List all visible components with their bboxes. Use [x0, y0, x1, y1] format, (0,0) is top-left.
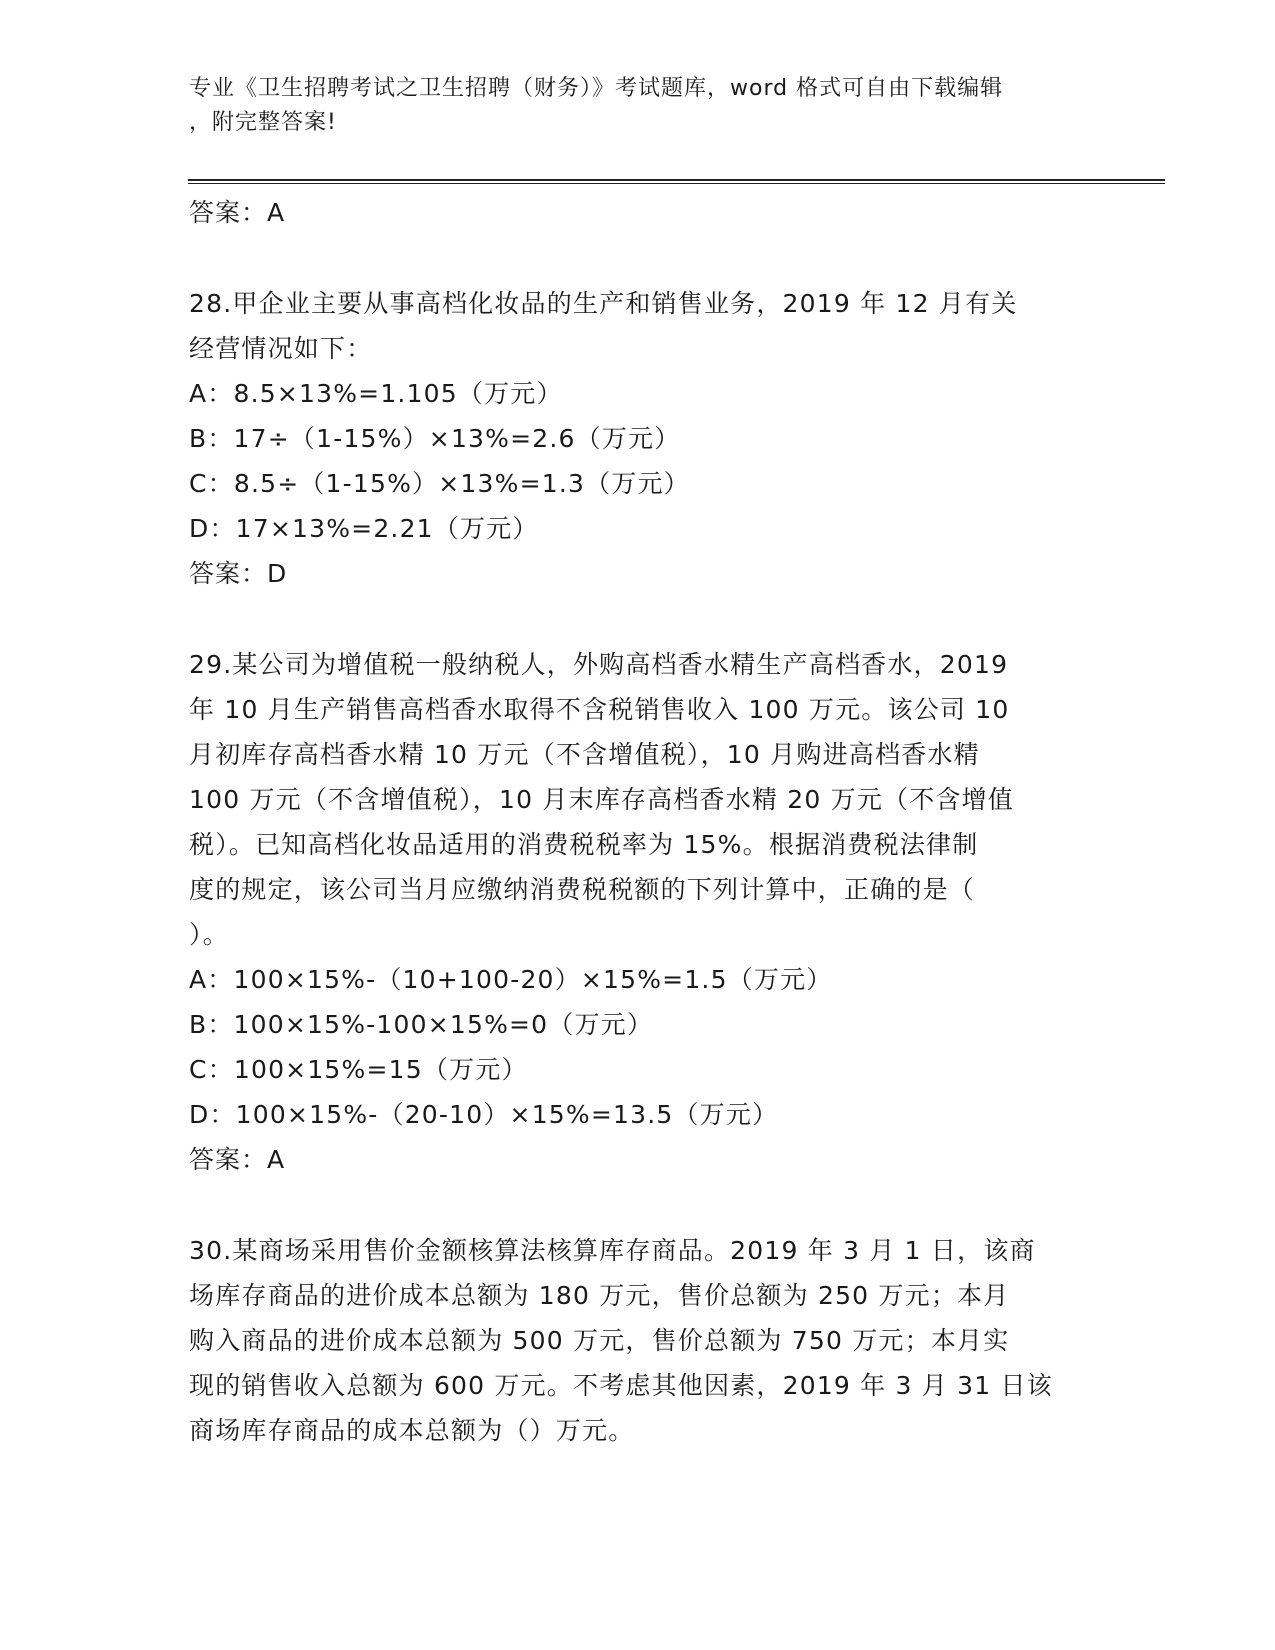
option-a: A：8.5×13%=1.105（万元）: [189, 379, 563, 408]
question-text-line: 月初库存高档香水精 10 万元（不含增值税），10 月购进高档香水精: [189, 740, 980, 769]
page-header: [189, 72, 1089, 140]
question-text-line: 年 10 月生产销售高档香水取得不含税销售收入 100 万元。该公司 10: [189, 695, 1010, 724]
header-line-2: ，附完整答案!: [189, 110, 337, 135]
question-text-line: 28.甲企业主要从事高档化妆品的生产和销售业务，2019 年 12 月有关: [189, 289, 1018, 318]
question-text-line: 度的规定，该公司当月应缴纳消费税税额的下列计算中，正确的是（: [189, 875, 976, 904]
answer-27: 答案：A: [189, 198, 286, 227]
question-text-line: 商场库存商品的成本总额为（）万元。: [189, 1416, 635, 1445]
question-text-line: ）。: [189, 920, 229, 949]
question-text-line: 场库存商品的进价成本总额为 180 万元，售价总额为 250 万元；本月: [189, 1281, 1010, 1310]
option-d: D：17×13%=2.21（万元）: [189, 514, 539, 543]
option-b: B：100×15%-100×15%=0（万元）: [189, 1010, 654, 1039]
question-text-line: 100 万元（不含增值税），10 月末库存高档香水精 20 万元（不含增值: [189, 785, 1015, 814]
header-divider: [188, 179, 1165, 184]
option-c: C：100×15%=15（万元）: [189, 1055, 528, 1084]
option-c: C：8.5÷（1-15%）×13%=1.3（万元）: [189, 469, 690, 498]
question-text-line: 29.某公司为增值税一般纳税人，外购高档香水精生产高档香水，2019: [189, 650, 1009, 679]
header-line-1: 专业《卫生招聘考试之卫生招聘（财务）》考试题库，word 格式可自由下载编辑: [189, 76, 1004, 101]
answer-28: 答案：D: [189, 559, 288, 588]
question-text-line: 购入商品的进价成本总额为 500 万元，售价总额为 750 万元；本月实: [189, 1326, 1010, 1355]
spacer: [189, 1182, 1089, 1228]
question-30: [189, 1228, 1089, 1453]
answer-29: 答案：A: [189, 1145, 286, 1174]
question-text-line: 经营情况如下：: [189, 334, 373, 363]
spacer: [189, 235, 1089, 281]
question-29: [189, 642, 1089, 1182]
spacer: [189, 596, 1089, 642]
question-text-line: 现的销售收入总额为 600 万元。不考虑其他因素，2019 年 3 月 31 日该: [189, 1371, 1053, 1400]
document-body: [189, 190, 1089, 1453]
option-d: D：100×15%-（20-10）×15%=13.5（万元）: [189, 1100, 779, 1129]
option-b: B：17÷（1-15%）×13%=2.6（万元）: [189, 424, 681, 453]
question-28: [189, 281, 1089, 596]
question-text-line: 税）。已知高档化妆品适用的消费税税率为 15%。根据消费税法律制: [189, 830, 979, 859]
question-text-line: 30.某商场采用售价金额核算法核算库存商品。2019 年 3 月 1 日，该商: [189, 1236, 1036, 1265]
option-a: A：100×15%-（10+100-20）×15%=1.5（万元）: [189, 965, 833, 994]
